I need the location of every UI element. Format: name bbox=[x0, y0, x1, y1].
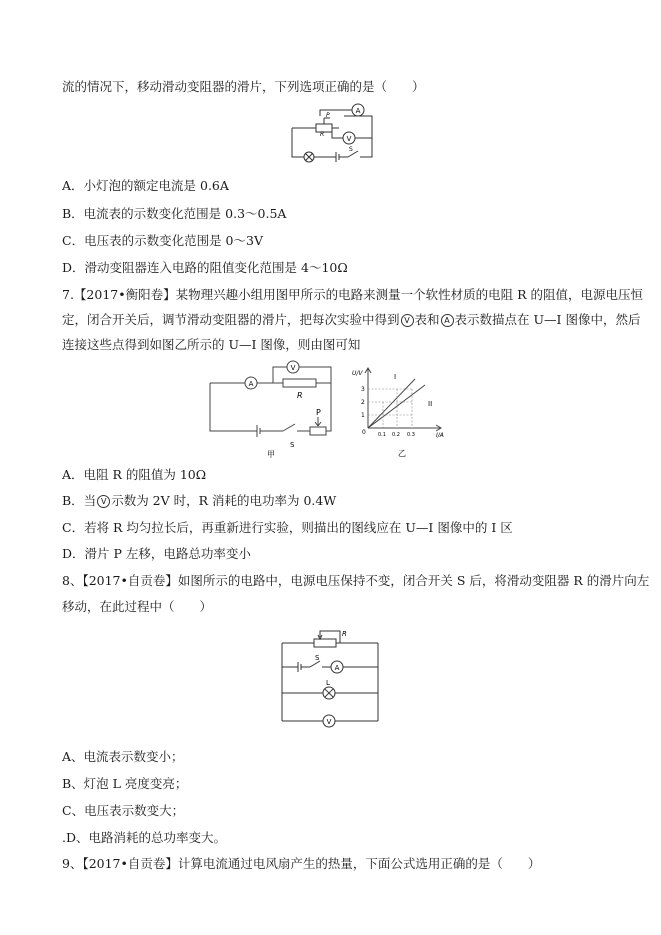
q6-option-a: A．小灯泡的额定电流是 0.6A bbox=[62, 178, 229, 193]
q6-option-c: C．电压表的示数变化范围是 0～3V bbox=[62, 233, 263, 248]
q8-stem-line1: 8、【2017•自贡卷】如图所示的电路中，电源电压保持不变，闭合开关 S 后，将滑动变阻器 R 的滑片向左 bbox=[62, 573, 650, 588]
q7-yi-xtick-1: 0.1 bbox=[378, 432, 386, 438]
q7-yi-region-1: I bbox=[394, 373, 397, 381]
q8-circuit-figure bbox=[278, 625, 382, 731]
q7-stem-line2c: 表示数描点在 U—I 图像中，然后 bbox=[454, 312, 641, 327]
q7-stem-line3: 连接这些点得到如图乙所示的 U—I 图像，则由图可知 bbox=[62, 337, 361, 352]
q7-yi-ytick-3: 3 bbox=[361, 386, 365, 393]
q6-circuit-figure bbox=[282, 102, 382, 168]
q8-resistor-label: R bbox=[342, 630, 347, 638]
q6-stem-tail: 流的情况下，移动滑动变阻器的滑片，下列选项正确的是（ ） bbox=[62, 79, 425, 94]
q7-jia-voltmeter-label: V bbox=[290, 364, 296, 372]
q7-stem-line2a: 定，闭合开关后，调节滑动变阻器的滑片，把每次实验中得到 bbox=[62, 312, 400, 327]
q7-option-a: A．电阻 R 的阻值为 10Ω bbox=[62, 467, 207, 482]
q7-option-d: D．滑片 P 左移，电路总功率变小 bbox=[62, 546, 251, 561]
q8-option-d: .D、电路消耗的总功率变大。 bbox=[62, 830, 226, 845]
q7-option-b bbox=[62, 492, 336, 510]
q7-jia-switch-label: S bbox=[290, 441, 295, 449]
q6-switch-label: S bbox=[349, 146, 353, 153]
q6-option-d: D．滑动变阻器连入电路的阻值变化范围是 4～10Ω bbox=[62, 260, 348, 275]
q6-option-b: B．电流表的示数变化范围是 0.3～0.5A bbox=[62, 206, 287, 221]
q7-yi-origin: 0 bbox=[362, 429, 366, 436]
q7-circuit-jia bbox=[205, 355, 335, 460]
q6-ammeter-label: A bbox=[355, 107, 361, 115]
q8-option-b: B、灯泡 L 亮度变亮； bbox=[62, 776, 188, 791]
q7-yi-ytick-2: 2 bbox=[361, 399, 365, 406]
q7-yi-ytick-1: 1 bbox=[361, 412, 365, 419]
q8-ammeter-label: A bbox=[334, 664, 340, 672]
q7-jia-caption: 甲 bbox=[267, 450, 275, 459]
q7-stem-line2 bbox=[62, 311, 640, 329]
q8-lamp-label: L bbox=[326, 679, 330, 687]
q7-yi-xtick-2: 0.2 bbox=[392, 432, 400, 438]
q7-jia-slider-label: P bbox=[316, 408, 321, 417]
q7-option-c: C．若将 R 均匀拉长后，再重新进行实验，则描出的图线应在 U—I 图像中的 I 区 bbox=[62, 520, 513, 535]
q7-jia-resistor-label: R bbox=[297, 391, 303, 400]
q7-yi-region-2: II bbox=[428, 400, 433, 408]
q7-stem-line2b: 表和 bbox=[414, 312, 440, 327]
q8-stem-line2: 移动，在此过程中（ ） bbox=[62, 599, 213, 614]
q7-option-b-pre: B．当 bbox=[62, 493, 97, 508]
voltmeter-symbol: V bbox=[401, 314, 414, 327]
q8-switch-label: S bbox=[315, 654, 320, 662]
q7-option-b-post: 示数为 2V 时，R 消耗的电功率为 0.4W bbox=[111, 493, 337, 508]
ammeter-symbol: A bbox=[441, 314, 454, 327]
q7-graph-yi bbox=[350, 363, 455, 460]
q9-stem-line1: 9、【2017•自贡卷】计算电流通过电风扇产生的热量，下面公式选用正确的是（ ） bbox=[62, 856, 541, 871]
q7-yi-ylabel: U/V bbox=[352, 370, 363, 377]
q7-jia-ammeter-label: A bbox=[248, 380, 254, 388]
q7-yi-xtick-3: 0.3 bbox=[407, 432, 415, 438]
q7-stem-line1: 7.【2017•衡阳卷】某物理兴趣小组用图甲所示的电路来测量一个软性材质的电阻 R 的阻值，电源电压恒 bbox=[62, 287, 643, 302]
q7-yi-caption: 乙 bbox=[398, 449, 406, 458]
q8-option-c: C、电压表示数变大； bbox=[62, 803, 185, 818]
q8-option-a: A、电流表示数变小； bbox=[62, 749, 184, 764]
q6-voltmeter-label: V bbox=[346, 135, 352, 143]
q6-resistor-label: R bbox=[320, 131, 325, 138]
q6-slider-label: P bbox=[326, 112, 330, 119]
q8-voltmeter-label: V bbox=[326, 718, 332, 726]
q7-yi-xlabel: I/A bbox=[436, 432, 444, 439]
voltmeter-symbol-b: V bbox=[97, 495, 110, 508]
